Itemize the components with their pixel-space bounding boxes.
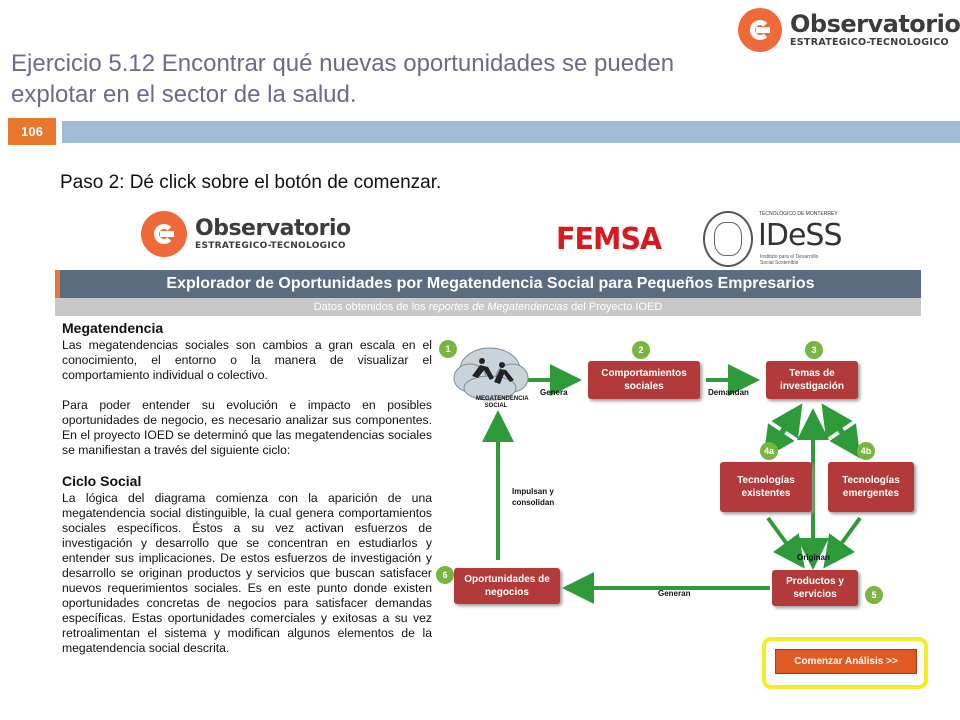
slide-title: Ejercicio 5.12 Encontrar qué nuevas oportunidades se pueden explotar en el sector de la salud.: [11, 50, 675, 108]
megatrend-label: MEGATENDENCIA SOCIAL: [476, 396, 529, 409]
edge-label-demandan: Demandan: [708, 388, 749, 397]
edge-label-generan: Generan: [658, 589, 691, 598]
app-logo-name: Observatorio: [195, 215, 351, 241]
node-tecnologias-emergentes: Tecnologías emergentes: [828, 462, 914, 512]
app-header-title: Explorador de Oportunidades por Megatendencia Social para Pequeños Empresarios: [55, 270, 921, 298]
step-instruction: Paso 2: Dé click sobre el botón de comenzar.: [60, 172, 442, 193]
node-oportunidades-negocios: Oportunidades de negocios: [454, 568, 560, 604]
data-source-suffix: del Proyecto IOED: [568, 301, 663, 313]
logo-subtitle: ESTRATEGICO-TECNOLOGICO: [790, 37, 949, 49]
start-analysis-button[interactable]: Comenzar Análisis >>: [775, 649, 917, 674]
section-heading-megatendencia: Megatendencia: [62, 320, 164, 336]
app-logo-subtitle: ESTRATEGICO-TECNOLOGICO: [195, 240, 346, 251]
step-number-6: 6: [436, 566, 454, 584]
data-source-reports-link: reportes de Megatendencias: [428, 301, 569, 313]
megatendencia-paragraph-2: Para poder entender su evolución e impacto en posibles oportunidades de negocio, es necesario analizar sus componentes. En el proyecto IOED se determinó que las megatendencias sociales se manifiestan a través del siguiente ciclo:: [62, 398, 432, 457]
node-comportamientos-sociales: Comportamientos sociales: [588, 361, 700, 399]
node-productos-servicios: Productos y servicios: [772, 570, 858, 606]
idess-logo-caption: TECNOLOGICO DE MONTERREY: [759, 211, 838, 217]
megatendencia-paragraph-1: Las megatendencias sociales son cambios a gran escala en el conocimiento, el entorno o la manera de visualizar el comportamiento individual o colectivo.: [62, 338, 432, 382]
section-heading-ciclo-social: Ciclo Social: [62, 473, 142, 489]
page-number-badge: 106: [8, 118, 56, 145]
node-temas-investigacion: Temas de investigación: [766, 361, 858, 399]
edge-label-originan: Originan: [797, 553, 830, 562]
logo-name: Observatorio: [790, 10, 960, 39]
step-number-4a: 4a: [760, 442, 778, 460]
node-tecnologias-existentes: Tecnologías existentes: [720, 462, 812, 512]
femsa-logo: FEMSA: [556, 222, 662, 257]
step-number-4b: 4b: [857, 442, 875, 460]
ciclo-social-paragraph: La lógica del diagrama comienza con la aparición de una megatendencia social distinguible, la cual genera comportamientos sociales específicos. Éstos a su vez activan esfuerzos de investigación y desarrollo que se concentran en estudiarlos y entender sus implicaciones. De estos esfuerzos de investigación y desarrollo se originan productos y servicios que buscan satisfacer nuevos requerimientos sociales. Es en este punto donde existen oportunidades concretas de negocios para satisfacer demandas específicas. Estas oportunidades comerciales y exitosas a su vez retroalimentan el sistema y modifican algunos elementos de la megatendencia social descrita.: [62, 491, 432, 655]
step-number-5: 5: [865, 586, 883, 604]
step-number-2: 2: [632, 341, 650, 359]
step-number-1: 1: [439, 340, 457, 358]
idess-logo: IDeSS: [758, 218, 842, 253]
step-number-3: 3: [805, 341, 823, 359]
edge-label-impulsan: Impulsan y consolidan: [512, 487, 555, 507]
edge-label-genera: Genera: [540, 388, 568, 397]
idess-logo-subtitle: Instituto para el Desarrollo Social Sostenible: [760, 254, 819, 266]
data-source-prefix: Datos obtenidos de los: [313, 301, 429, 313]
